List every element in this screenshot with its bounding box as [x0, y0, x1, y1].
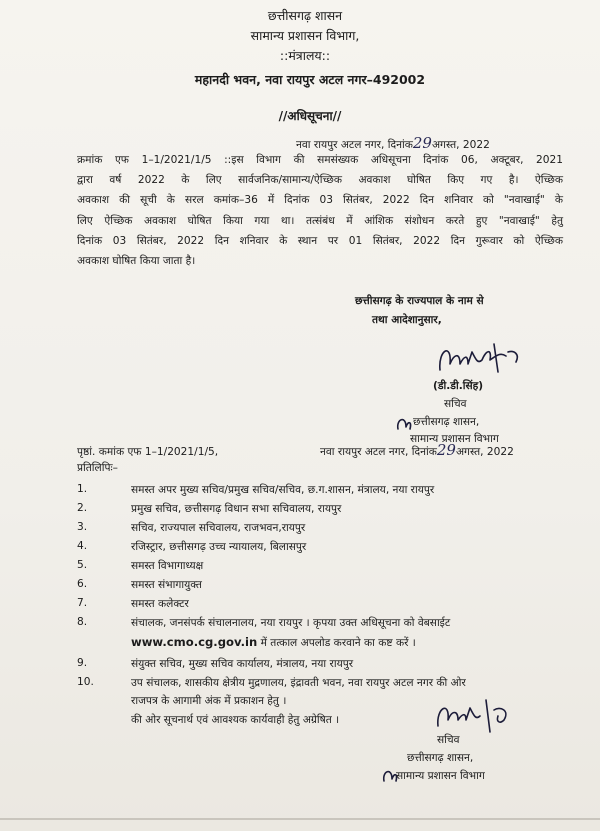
paragraph-line: दिनांक 03 सितंबर, 2022 दिन शनिवार के स्थान पर 01 सितंबर, 2022 दिन गुरूवार को ऐच्छिक [77, 234, 563, 247]
order-line-2: तथा आदेशानुसार, [372, 314, 442, 326]
paragraph-line: अवकाश की सूची के सरल कमांक–36 में दिनांक 03 सितंबर, 2022 दिन शनिवार को "नवाखाई" के [77, 194, 563, 207]
header-department: सामान्य प्रशासन विभाग, [250, 28, 360, 43]
endorsement-ref: पृष्ठां. कमांक एफ 1–1/2021/1/5, [77, 446, 219, 458]
recipient-text-continued [131, 635, 416, 650]
signatory-2-department: सामान्य प्रशासन विभाग [396, 770, 485, 782]
order-line-1: छत्तीसगढ़ के राज्यपाल के नाम से [355, 295, 484, 307]
notice-paragraph [77, 150, 563, 271]
recipient-number: 10. [77, 676, 94, 688]
copy-label: प्रतिलिपिः– [77, 462, 118, 474]
recipient-text: समस्त कलेक्टर [131, 598, 189, 610]
recipient-number: 2. [77, 502, 88, 514]
endorsement-date-rest: अगस्त, 2022 [455, 446, 514, 458]
recipient-text: सचिव, राज्यपाल सचिवालय, राजभवन,रायपुर [131, 522, 306, 534]
header-ministry: ::मंत्रालय:: [279, 48, 331, 63]
endorsement-date-place: नवा रायपुर अटल नगर, दिनांक [320, 446, 437, 458]
date-place: नवा रायपुर अटल नगर, दिनांक [296, 139, 413, 151]
recipient-number: 5. [77, 559, 88, 571]
page-bottom-edge [0, 818, 600, 820]
recipient-text: संचालक, जनसंपर्क संचालनालय, नया रायपुर । कृपया उक्त अधिसूचना को वेबसाईट [131, 617, 451, 629]
date-day-handwritten: 29 [412, 134, 432, 152]
endorsement-date-day-handwritten: 29 [436, 441, 456, 459]
signatory-1-department: सामान्य प्रशासन विभाग [410, 433, 499, 445]
notice-title: //अधिसूचना// [278, 109, 342, 123]
signatory-2-designation: सचिव [437, 734, 460, 746]
paragraph-line: लिए ऐच्छिक अवकाश घोषित किया गया था। तत्संबंध में आंशिक संशोधन करते हुए "नवाखाई" हेतु [77, 214, 563, 227]
recipient-text: प्रमुख सचिव, छत्तीसगढ़ विधान सभा सचिवालय, रायपुर [131, 503, 342, 515]
recipient-number: 1. [77, 483, 88, 495]
recipient-text: में तत्काल अपलोड करवाने का कष्ट करें । [260, 637, 416, 649]
header-government: छत्तीसगढ़ शासन [267, 8, 343, 23]
paragraph-line: द्वारा वर्ष 2022 के लिए सार्वजनिक/सामान्य/ऐच्छिक अवकाश घोषित किए गए है। ऐच्छिक [77, 174, 563, 187]
closing-line: की ओर सूचनार्थ एवं आवश्यक कार्यवाही हेतु अग्रेषित । [131, 714, 340, 726]
signatory-1-office: छत्तीसगढ़ शासन, [413, 416, 480, 428]
website-link[interactable]: www.cmo.cg.gov.in [131, 635, 258, 649]
recipient-number: 4. [77, 540, 88, 552]
recipient-text: उप संचालक, शासकीय क्षेत्रीय मुद्रणालय, इंद्रावती भवन, नवा रायपुर अटल नगर की ओर [131, 677, 466, 689]
signature-1-icon [430, 330, 530, 382]
recipient-text: समस्त विभागाध्यक्ष [131, 560, 204, 572]
recipient-number: 6. [77, 578, 88, 590]
header-address: महानदी भवन, नवा रायपुर अटल नगर–492002 [194, 72, 426, 87]
recipient-number: 3. [77, 521, 88, 533]
paragraph-line: क्रमांक एफ 1–1/2021/1/5 ::इस विभाग की समसंख्यक अधिसूचना दिनांक 06, अक्टूबर, 2021 [77, 154, 563, 166]
signatory-1-name: (डी.डी.सिंह) [433, 380, 484, 392]
signatory-2-office: छत्तीसगढ़ शासन, [407, 752, 474, 764]
recipient-text: समस्त संभागायुक्त [131, 579, 202, 591]
recipient-number: 7. [77, 597, 88, 609]
recipient-number: 9. [77, 657, 88, 669]
signatory-1-designation: सचिव [444, 398, 467, 410]
signature-2-icon [430, 688, 520, 736]
recipient-text-continued: राजपत्र के आगामी अंक में प्रकाशन हेतु । [131, 695, 287, 707]
recipient-text: रजिस्ट्रार, छत्तीसगढ़ उच्च न्यायालय, बिलासपुर [131, 541, 307, 553]
date-rest: अगस्त, 2022 [431, 139, 490, 151]
recipient-text: समस्त अपर मुख्य सचिव/प्रमुख सचिव/सचिव, छ.ग.शासन, मंत्रालय, नया रायपुर [131, 484, 435, 496]
paragraph-line: अवकाश घोषित किया जाता है। [77, 255, 196, 268]
endorsement-date [320, 441, 514, 459]
recipient-number: 8. [77, 616, 88, 628]
recipient-text: संयुक्त सचिव, मुख्य सचिव कार्यालय, मंत्रालय, नया रायपुर [131, 658, 354, 670]
initial-mark-icon [394, 411, 414, 433]
